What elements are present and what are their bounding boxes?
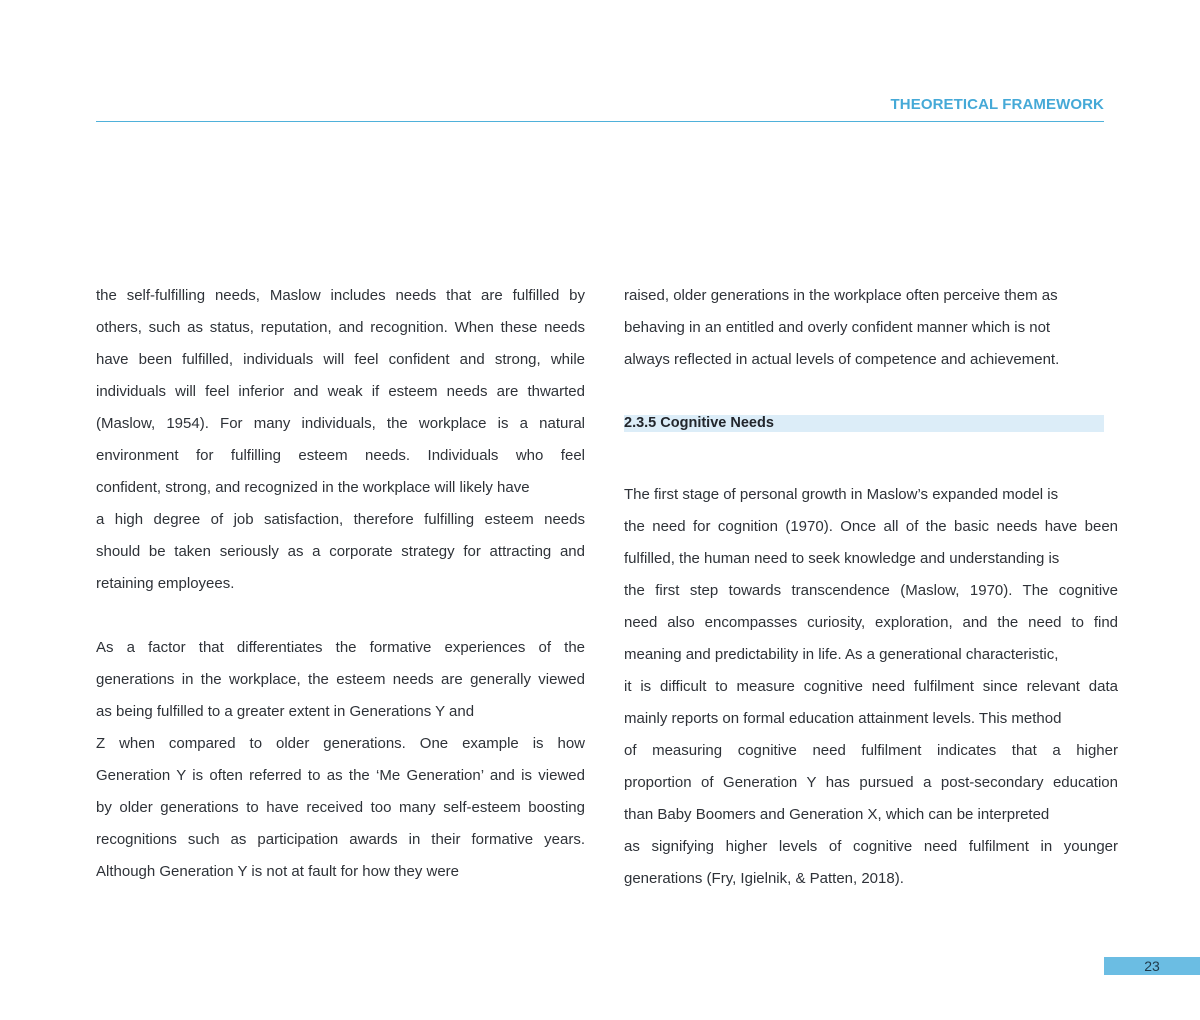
right-column-body (624, 479, 1118, 895)
text-line: confident, strong, and recognized in the workplace will likely have (96, 479, 530, 496)
text-line: than Baby Boomers and Generation X, which can be interpreted (624, 806, 1050, 823)
text-line: The first stage of personal growth in Maslow’s expanded model is (624, 486, 1059, 503)
text-line: Z when compared to older generations. One example is how (96, 735, 585, 752)
text-line: raised, older generations in the workplace often perceive them as (624, 287, 1058, 304)
text-line: the self-fulfilling needs, Maslow includes needs that are fulfilled by (96, 287, 585, 304)
text-line: Generation Y is often referred to as the ‘Me Generation’ and is viewed (96, 767, 585, 784)
text-line: as being fulfilled to a greater extent in Generations Y and (96, 703, 475, 720)
text-line: (Maslow, 1954). For many individuals, the workplace is a natural (96, 415, 585, 432)
section-heading-wrap (624, 415, 1118, 447)
text-line: recognitions such as participation awards in their formative years. (96, 831, 585, 848)
right-column-intro (624, 280, 1118, 376)
section-heading: 2.3.5 Cognitive Needs (624, 415, 1104, 432)
text-line: As a factor that differentiates the formative experiences of the (96, 639, 585, 656)
text-line: it is difficult to measure cognitive need fulfilment since relevant data (624, 678, 1118, 695)
spacer (624, 447, 1118, 479)
text-line: should be taken seriously as a corporate strategy for attracting and (96, 543, 585, 560)
text-line: need also encompasses curiosity, exploration, and the need to find (624, 614, 1118, 631)
text-line: meaning and predictability in life. As a generational characteristic, (624, 646, 1059, 663)
text-line: proportion of Generation Y has pursued a post-secondary education (624, 774, 1118, 791)
text-line: always reflected in actual levels of competence and achievement. (624, 351, 1060, 368)
text-line: environment for fulfilling esteem needs. Individuals who feel (96, 447, 585, 464)
paragraph-break (96, 600, 585, 632)
text-line: a high degree of job satisfaction, therefore fulfilling esteem needs (96, 511, 585, 528)
text-line: behaving in an entitled and overly confident manner which is not (624, 319, 1051, 336)
text-line: the need for cognition (1970). Once all of the basic needs have been (624, 518, 1118, 535)
running-header (96, 96, 1104, 122)
text-line: mainly reports on formal education attainment levels. This method (624, 710, 1062, 727)
page-number-text: 23 (1144, 958, 1160, 974)
text-line: have been fulfilled, individuals will feel confident and strong, while (96, 351, 585, 368)
page-number (1104, 957, 1200, 975)
spacer (624, 376, 1118, 408)
text-line: the first step towards transcendence (Maslow, 1970). The cognitive (624, 582, 1118, 599)
text-line: individuals will feel inferior and weak if esteem needs are thwarted (96, 383, 585, 400)
text-line: others, such as status, reputation, and recognition. When these needs (96, 319, 585, 336)
text-line: retaining employees. (96, 575, 235, 592)
right-column (624, 280, 1118, 895)
text-line: generations in the workplace, the esteem needs are generally viewed (96, 671, 585, 688)
text-line: as signifying higher levels of cognitive need fulfilment in younger (624, 838, 1118, 855)
left-column (96, 280, 585, 888)
text-line: of measuring cognitive need fulfilment indicates that a higher (624, 742, 1118, 759)
text-line: Although Generation Y is not at fault for how they were (96, 863, 460, 880)
section-title: THEORETICAL FRAMEWORK (890, 96, 1104, 113)
text-line: by older generations to have received too many self-esteem boosting (96, 799, 585, 816)
text-line: generations (Fry, Igielnik, & Patten, 2018). (624, 870, 904, 887)
text-line: fulfilled, the human need to seek knowledge and understanding is (624, 550, 1060, 567)
